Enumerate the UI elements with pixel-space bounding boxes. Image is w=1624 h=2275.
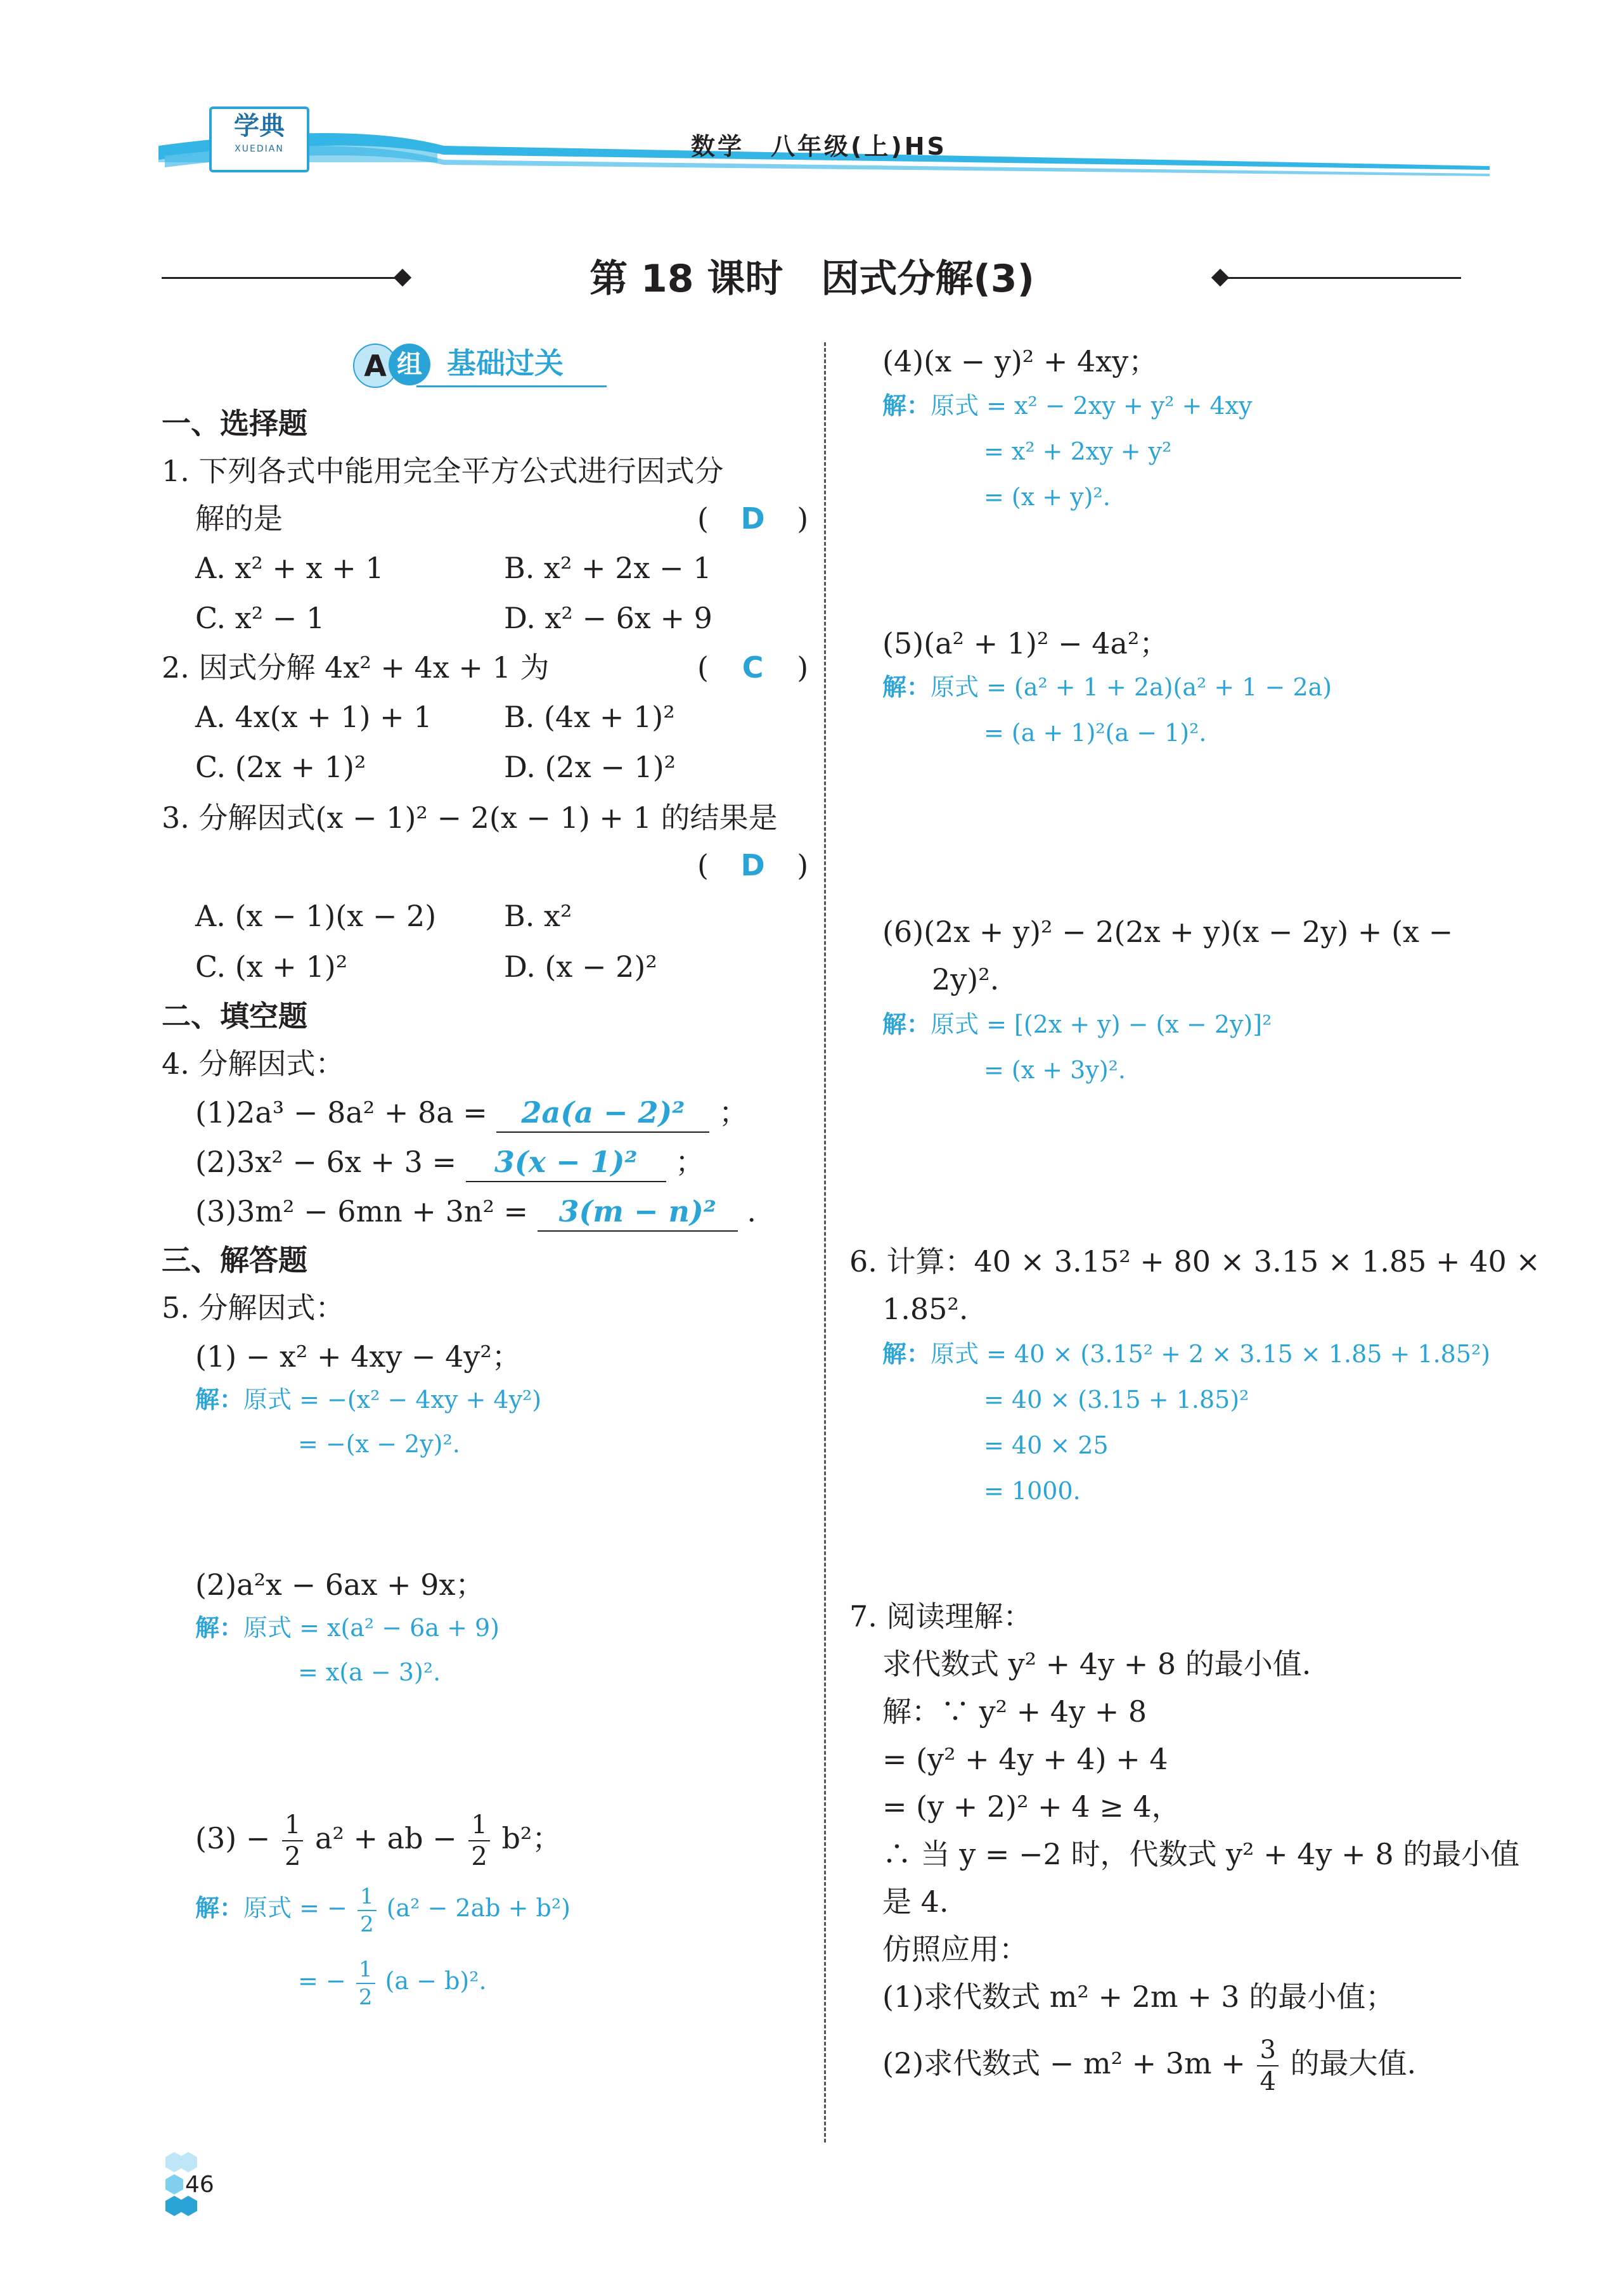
q7-line-7: 仿照应用： bbox=[882, 1932, 1028, 1966]
q4-part1-end: ； bbox=[719, 1095, 749, 1130]
q5-part2-sol-line1: 原式 = x(a² − 6a + 9) bbox=[243, 1614, 499, 1642]
q1-stem-1: 1. 下列各式中能用完全平方公式进行因式分 bbox=[162, 454, 724, 488]
q4-part1-expr: (1)2a³ − 8a² + 8a = bbox=[195, 1095, 487, 1130]
q7-line-6: 是 4. bbox=[882, 1885, 949, 1919]
q5-part3-sol1-pre: 原式 = − bbox=[243, 1894, 347, 1922]
q4-part3 bbox=[195, 1192, 756, 1232]
q7-line-5: ∴ 当 y = −2 时，代数式 y² + 4y + 8 的最小值 bbox=[882, 1837, 1520, 1871]
q5-part5: (5)(a² + 1)² − 4a²； bbox=[882, 626, 1169, 661]
q6-sol-line1: 原式 = 40 × (3.15² + 2 × 3.15 × 1.85 + 1.85²) bbox=[931, 1340, 1491, 1368]
q5-part5-sol-line1: 原式 = (a² + 1 + 2a)(a² + 1 − 2a) bbox=[931, 673, 1332, 701]
q1-bracket-close: ) bbox=[797, 501, 809, 536]
q5-stem: 5. 分解因式： bbox=[162, 1291, 345, 1325]
solution-label: 解： bbox=[195, 1894, 244, 1922]
section-answer: 三、解答题 bbox=[162, 1243, 307, 1277]
q3-option-d: D. (x − 2)² bbox=[504, 950, 657, 984]
q1-option-c: C. x² − 1 bbox=[195, 601, 325, 635]
solution-label: 解： bbox=[195, 1614, 244, 1642]
q6-stem-2: 1.85². bbox=[882, 1292, 969, 1326]
fraction-num: 1 bbox=[356, 1959, 375, 1984]
fraction-half bbox=[358, 1883, 377, 1937]
q4-part2-expr: (2)3x² − 6x + 3 = bbox=[195, 1145, 457, 1179]
q5-part2-solution-2: = x(a − 3)². bbox=[298, 1658, 441, 1686]
group-name: 基础过关 bbox=[447, 346, 564, 380]
q1-option-d: D. x² − 6x + 9 bbox=[504, 601, 712, 635]
lesson-title: 第 18 课时 因式分解(3) bbox=[590, 257, 1034, 301]
q5-part6-line2: 2y)². bbox=[932, 962, 1000, 996]
q2-bracket-open: ( bbox=[697, 650, 709, 685]
fraction-half bbox=[468, 1812, 489, 1869]
q5-part6-sol-line1: 原式 = [(2x + y) − (x − 2y)]² bbox=[931, 1010, 1272, 1038]
q7-line-8: (1)求代数式 m² + 2m + 3 的最小值； bbox=[882, 1980, 1395, 2014]
q2-option-a: A. 4x(x + 1) + 1 bbox=[195, 700, 432, 734]
q3-stem: 3. 分解因式(x − 1)² − 2(x − 1) + 1 的结果是 bbox=[162, 801, 778, 835]
q4-part1-answer: 2a(a − 2)² bbox=[496, 1093, 709, 1133]
q2-answer: C bbox=[742, 650, 764, 685]
q7-line-4: = (y + 2)² + 4 ≥ 4， bbox=[882, 1789, 1181, 1824]
solution-label: 解： bbox=[882, 673, 931, 701]
q5-part6-solution-2: = (x + 3y)². bbox=[984, 1056, 1126, 1084]
fraction-den: 2 bbox=[284, 1842, 301, 1871]
q7-stem: 7. 阅读理解： bbox=[849, 1599, 1033, 1634]
fraction-den: 2 bbox=[358, 1984, 373, 2010]
q4-part2-end: ； bbox=[675, 1145, 705, 1179]
q5-part4-solution-1 bbox=[882, 389, 1253, 422]
q5-part4: (4)(x − y)² + 4xy； bbox=[882, 344, 1158, 378]
q7-line-3: = (y² + 4y + 4) + 4 bbox=[882, 1742, 1168, 1776]
q6-solution-3: = 40 × 25 bbox=[984, 1431, 1109, 1459]
q5-part3-sol1-post: (a² − 2ab + b²) bbox=[386, 1894, 570, 1922]
q5-part1-solution-2: = −(x − 2y)². bbox=[298, 1430, 460, 1458]
fraction-den: 4 bbox=[1260, 2067, 1276, 2096]
page-header bbox=[0, 0, 1624, 184]
q7-line-1: 求代数式 y² + 4y + 8 的最小值. bbox=[882, 1647, 1311, 1681]
q5-part2: (2)a²x − 6ax + 9x； bbox=[195, 1568, 485, 1602]
q2-answer-bracket bbox=[697, 648, 808, 686]
q1-option-b: B. x² + 2x − 1 bbox=[504, 551, 712, 585]
q5-part3-sol2-pre: = − bbox=[298, 1967, 346, 1995]
column-divider bbox=[824, 342, 826, 2143]
q5-part2-solution-1 bbox=[195, 1611, 499, 1644]
q2-bracket-close: ) bbox=[797, 650, 809, 685]
q6-solution-1 bbox=[882, 1337, 1490, 1370]
fraction-den: 2 bbox=[471, 1842, 487, 1871]
page-number: 46 bbox=[185, 2172, 214, 2198]
solution-label: 解： bbox=[195, 1386, 244, 1414]
book-logo bbox=[209, 106, 309, 172]
q5-part3-solution-1 bbox=[195, 1876, 570, 1940]
q3-option-b: B. x² bbox=[504, 899, 572, 933]
fraction-half bbox=[356, 1956, 375, 2010]
q5-part3 bbox=[195, 1803, 561, 1873]
group-zu: 组 bbox=[397, 350, 422, 379]
solution-label: 解： bbox=[882, 1340, 931, 1368]
q6-solution-2: = 40 × (3.15 + 1.85)² bbox=[984, 1386, 1249, 1414]
fraction-num: 1 bbox=[358, 1886, 377, 1911]
q1-option-a: A. x² + x + 1 bbox=[195, 551, 384, 585]
q6-solution-4: = 1000. bbox=[984, 1477, 1081, 1505]
logo-text: 学典 bbox=[234, 111, 285, 141]
fraction-den: 2 bbox=[359, 1911, 374, 1937]
q5-part3-solution-2 bbox=[298, 1949, 487, 2013]
q5-part1-solution-1 bbox=[195, 1383, 541, 1416]
fraction-num: 1 bbox=[282, 1812, 303, 1841]
q5-part4-solution-2: = x² + 2xy + y² bbox=[984, 437, 1172, 465]
q3-answer: D bbox=[740, 848, 765, 882]
q5-part5-solution-2: = (a + 1)²(a − 1)². bbox=[984, 719, 1207, 747]
q5-part6-solution-1 bbox=[882, 1008, 1272, 1041]
q5-part4-solution-3: = (x + y)². bbox=[984, 483, 1111, 511]
fraction-num: 3 bbox=[1257, 2037, 1278, 2066]
group-underline bbox=[416, 385, 607, 387]
fraction-three-quarters bbox=[1257, 2037, 1278, 2094]
q7-line-2: 解：∵ y² + 4y + 8 bbox=[882, 1694, 1147, 1729]
q4-part3-end: . bbox=[747, 1194, 756, 1228]
solution-label: 解： bbox=[882, 392, 931, 420]
q3-bracket-close: ) bbox=[797, 848, 809, 882]
q4-part1 bbox=[195, 1093, 748, 1133]
q3-answer-bracket bbox=[697, 846, 808, 884]
q3-bracket-open: ( bbox=[697, 848, 709, 882]
q4-part2-answer: 3(x − 1)² bbox=[466, 1143, 666, 1182]
q5-part3-mid: a² + ab − bbox=[315, 1821, 457, 1855]
q2-stem: 2. 因式分解 4x² + 4x + 1 为 bbox=[162, 650, 550, 685]
group-badge bbox=[353, 342, 607, 388]
q4-part3-expr: (3)3m² − 6mn + 3n² = bbox=[195, 1194, 529, 1228]
logo-subtext: XUEDIAN bbox=[235, 144, 284, 154]
q1-bracket-open: ( bbox=[697, 501, 709, 536]
q5-part3-sol2-post: (a − b)². bbox=[385, 1967, 487, 1995]
q4-stem: 4. 分解因式： bbox=[162, 1047, 345, 1081]
section-choice: 一、选择题 bbox=[162, 406, 307, 441]
q6-stem-1: 6. 计算：40 × 3.15² + 80 × 3.15 × 1.85 + 40 × bbox=[849, 1244, 1540, 1279]
q2-option-b: B. (4x + 1)² bbox=[504, 700, 675, 734]
fraction-half bbox=[282, 1812, 303, 1869]
q3-option-c: C. (x + 1)² bbox=[195, 950, 348, 984]
q5-part3-post: b²； bbox=[501, 1821, 562, 1855]
q7-line-9 bbox=[882, 2028, 1416, 2098]
fraction-num: 1 bbox=[468, 1812, 489, 1841]
q4-part2 bbox=[195, 1143, 704, 1182]
solution-label: 解： bbox=[882, 1010, 931, 1038]
q3-option-a: A. (x − 1)(x − 2) bbox=[195, 899, 437, 933]
q1-stem-2: 解的是 bbox=[195, 501, 283, 536]
q1-answer: D bbox=[740, 501, 765, 536]
group-zu-circle bbox=[389, 344, 430, 385]
q7-line9-pre: (2)求代数式 − m² + 3m + bbox=[882, 2046, 1246, 2080]
q5-part3-pre: (3) − bbox=[195, 1821, 271, 1855]
section-fill: 二、填空题 bbox=[162, 999, 307, 1033]
q1-answer-bracket bbox=[697, 499, 808, 538]
q5-part4-sol-line1: 原式 = x² − 2xy + y² + 4xy bbox=[931, 392, 1253, 420]
header-title: 数学 八年级(上)HS bbox=[691, 132, 947, 160]
q7-line9-post: 的最大值. bbox=[1290, 2046, 1417, 2080]
title-line-right bbox=[1220, 277, 1461, 279]
q2-option-d: D. (2x − 1)² bbox=[504, 750, 676, 784]
q4-part3-answer: 3(m − n)² bbox=[538, 1192, 738, 1232]
q5-part5-solution-1 bbox=[882, 671, 1332, 704]
q5-part6-line1: (6)(2x + y)² − 2(2x + y)(x − 2y) + (x − bbox=[882, 915, 1453, 949]
q2-option-c: C. (2x + 1)² bbox=[195, 750, 366, 784]
q5-part1-sol-line1: 原式 = −(x² − 4xy + 4y²) bbox=[243, 1386, 542, 1414]
group-letter: A bbox=[364, 349, 387, 383]
q5-part1: (1) − x² + 4xy − 4y²； bbox=[195, 1339, 521, 1374]
